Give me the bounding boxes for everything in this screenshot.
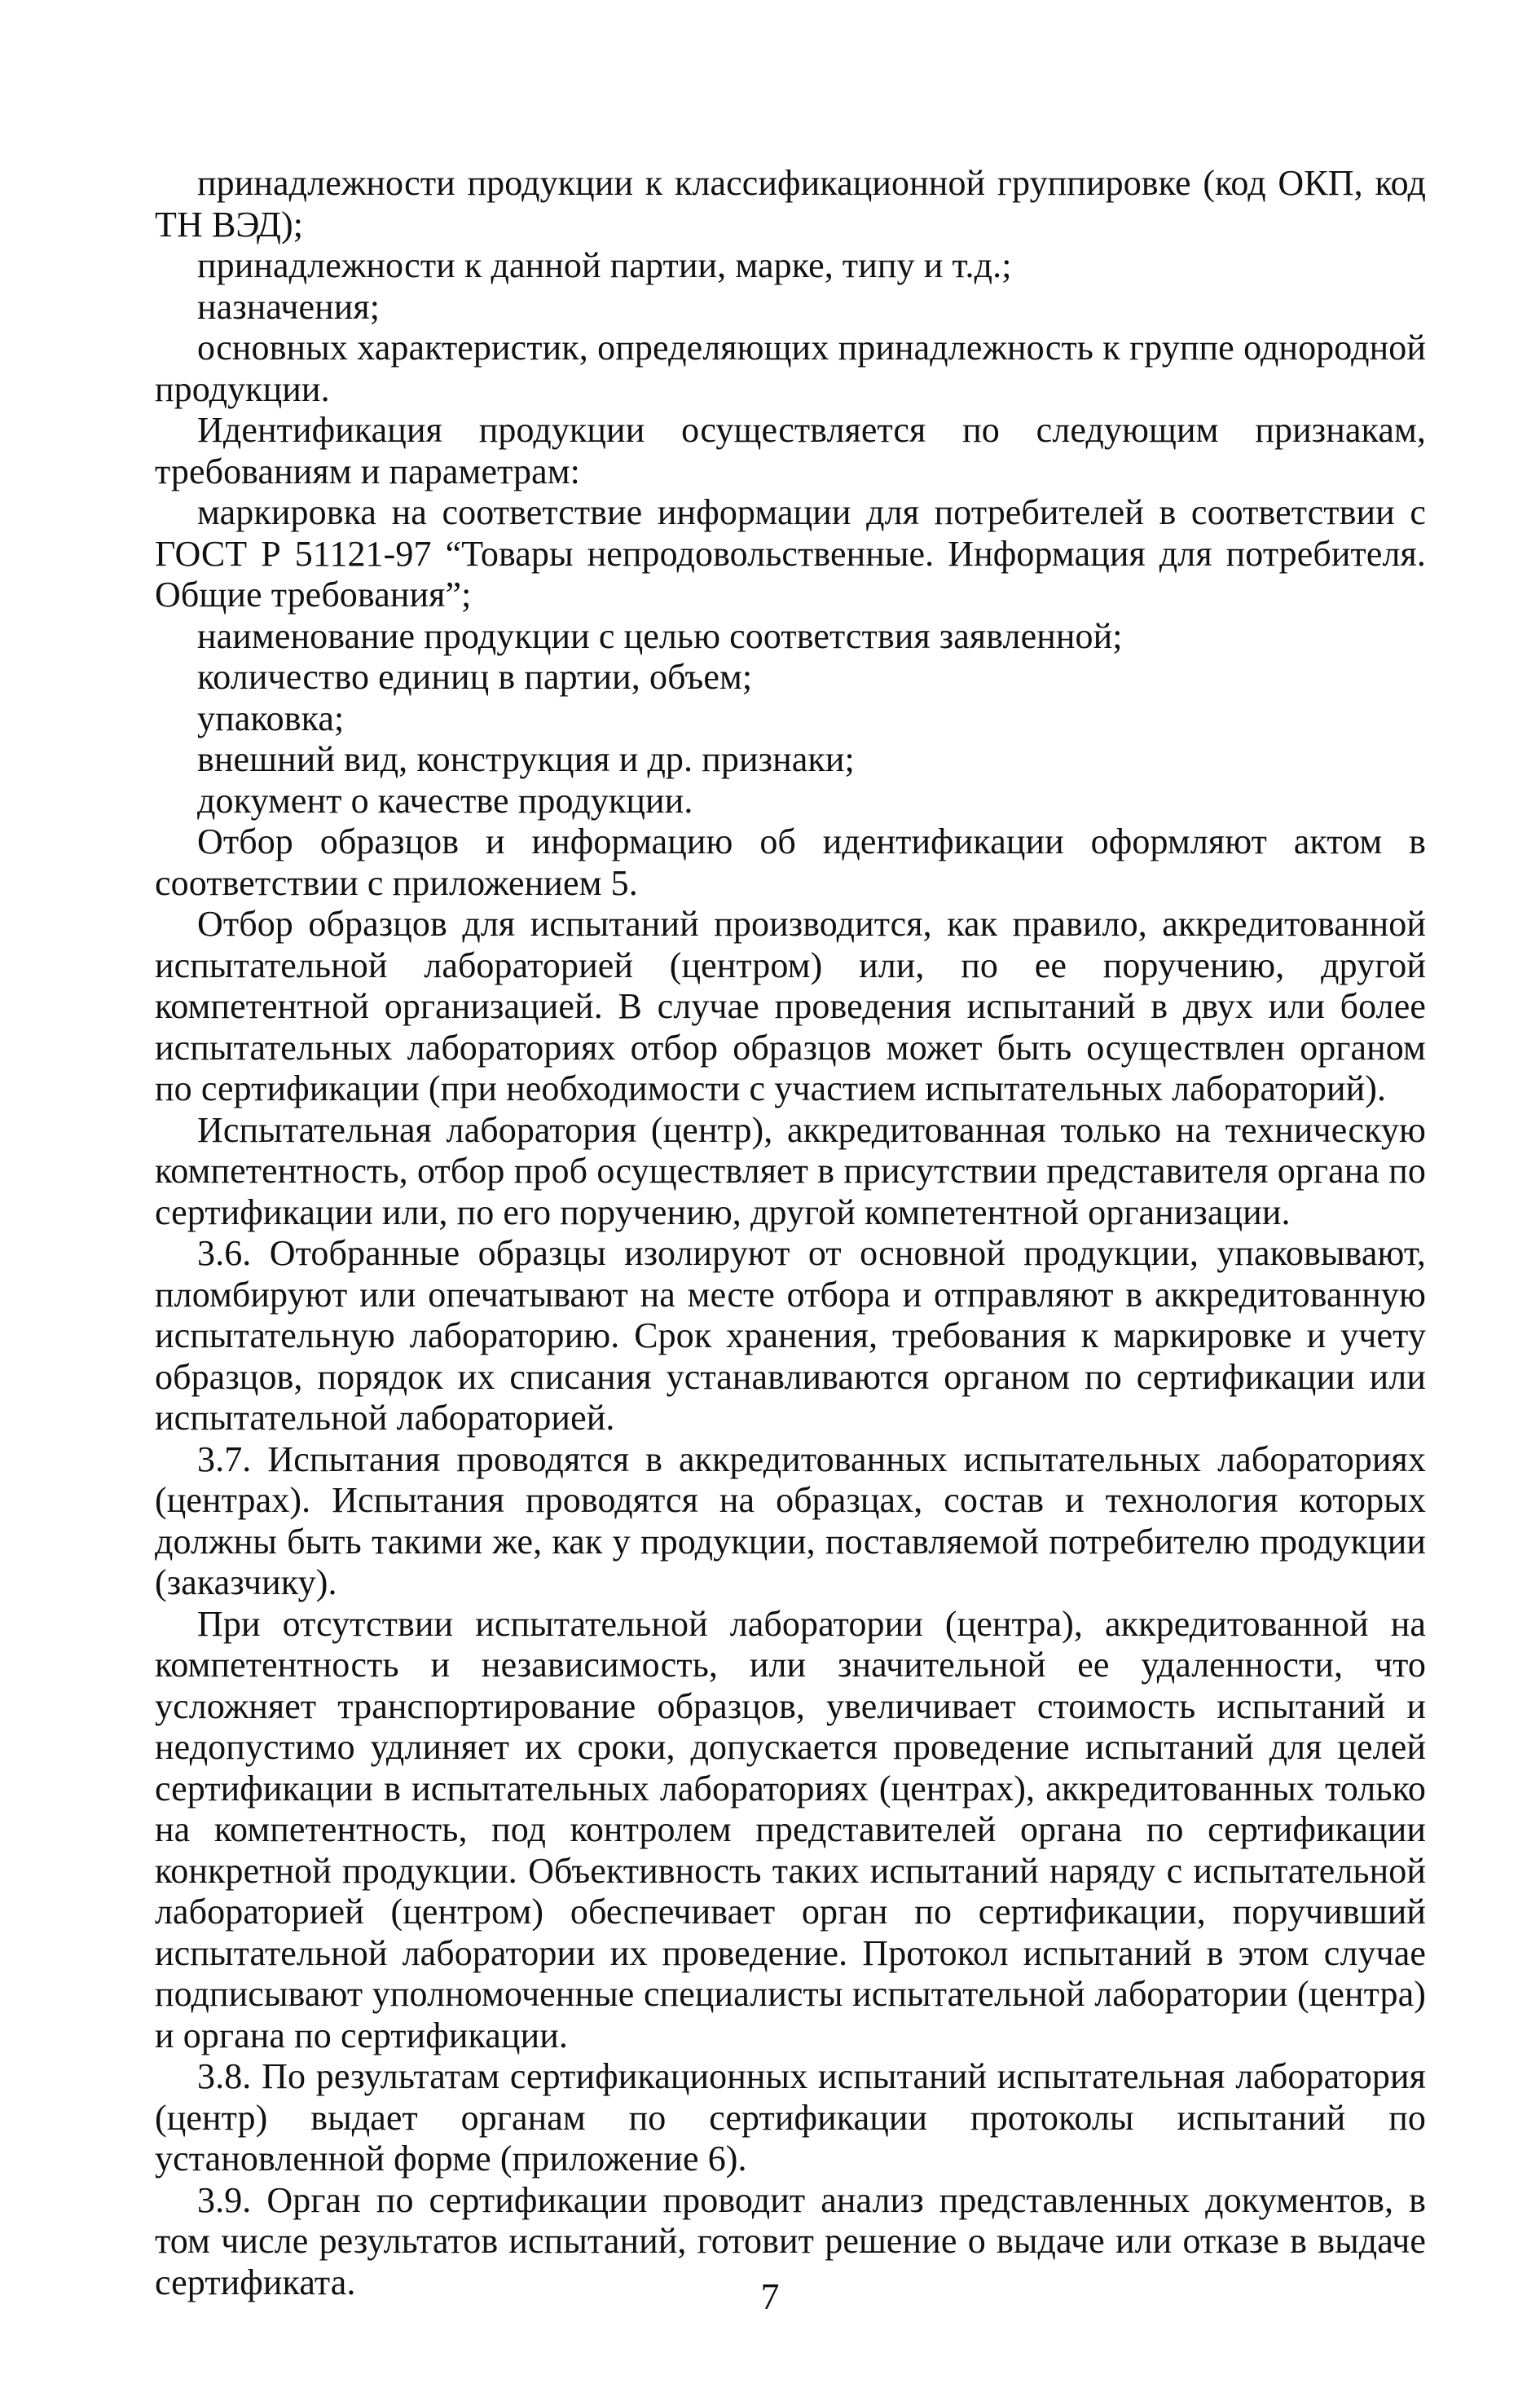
paragraph-quantity: количество единиц в партии, объем; [197, 657, 753, 697]
paragraph-main-characteristics: основных характеристик, определяющих принадлежность к группе однородной продукции. [155, 328, 1426, 409]
paragraph-product-name: наименование продукции с целью соответствия заявленной; [197, 615, 1123, 656]
paragraph-sampling-procedure: Отбор образцов для испытаний производится, как правило, аккредитованной испытательной лабораторией (центром) или, по ее поручению, другой компетентной организацией. В случае проведения испытаний в двух или более испытательных лабораториях отбор образцов может быть осуществлен органом по сертификации (при необходимости с участием испытательных лабораторий). [155, 904, 1426, 1108]
paragraph-section-3-7: 3.7. Испытания проводятся в аккредитованных испытательных лабораториях (центрах). Испытания проводятся на образцах, состав и технология которых должны быть такими же, как у продукции, поставляемой потребителю продукции (заказчику). [155, 1438, 1426, 1602]
paragraph-technical-competence-lab: Испытательная лаборатория (центр), аккредитованная только на техническую компетентность, отбор проб осуществляет в присутствии представителя органа по сертификации или, по его поручению, другой компетентной организации. [155, 1109, 1426, 1232]
paragraph-packaging: упаковка; [197, 698, 345, 738]
paragraph-quality-document: документ о качестве продукции. [197, 780, 693, 821]
paragraph-sampling-act: Отбор образцов и информацию об идентификации оформляют актом в соответствии с приложением 5. [155, 822, 1426, 903]
paragraph-classification-group: принадлежности продукции к классификационной группировке (код ОКП, код ТН ВЭД); [155, 163, 1426, 245]
paragraph-batch-membership: принадлежности к данной партии, марке, типу и т.д.; [197, 245, 1012, 285]
paragraph-purpose: назначения; [197, 286, 381, 327]
paragraph-section-3-6: 3.6. Отобранные образцы изолируют от основной продукции, упаковывают, пломбируют или опечатывают на месте отбора и отправляют в аккредитованную испытательную лабораторию. Срок хранения, требования к маркировке и учету образцов, порядок их списания устанавливаются органом по сертификации или испытательной лабораторией. [155, 1233, 1426, 1438]
paragraph-section-3-9: 3.9. Орган по сертификации проводит анализ представленных документов, в том числе результатов испытаний, готовит решение о выдаче или отказе в выдаче сертификата. [155, 2179, 1426, 2302]
paragraph-marking: маркировка на соответствие информации для потребителей в соответствии с ГОСТ Р 51121-97 “Товары непродовольственные. Информация для потребителя. Общие требования”; [155, 492, 1426, 615]
paragraph-no-accredited-lab: При отсутствии испытательной лаборатории (центра), аккредитованной на компетентность и независимость, или значительной ее удаленности, что усложняет транспортирование образцов, увеличивает стоимость испытаний и недопустимо удлиняет их сроки, допускается проведение испытаний для целей сертификации в испытательных лабораториях (центрах), аккредитованных только на компетентность, под контролем представителей органа по сертификации конкретной продукции. Объективность таких испытаний наряду с испытательной лабораторией (центром) обеспечивает орган по сертификации, поручивший испытательной лаборатории их проведение. Протокол испытаний в этом случае подписывают уполномоченные специалисты испытательной лаборатории (центра) и органа по сертификации. [155, 1603, 1426, 2055]
page-number: 7 [760, 2275, 780, 2317]
body-text [155, 163, 1426, 2303]
paragraph-section-3-8: 3.8. По результатам сертификационных испытаний испытательная лаборатория (центр) выдает органам по сертификации протоколы испытаний по установленной форме (приложение 6). [155, 2056, 1426, 2179]
paragraph-identification-intro: Идентификация продукции осуществляется по следующим признакам, требованиям и параметрам: [155, 410, 1426, 491]
paragraph-appearance: внешний вид, конструкция и др. признаки; [197, 739, 855, 779]
